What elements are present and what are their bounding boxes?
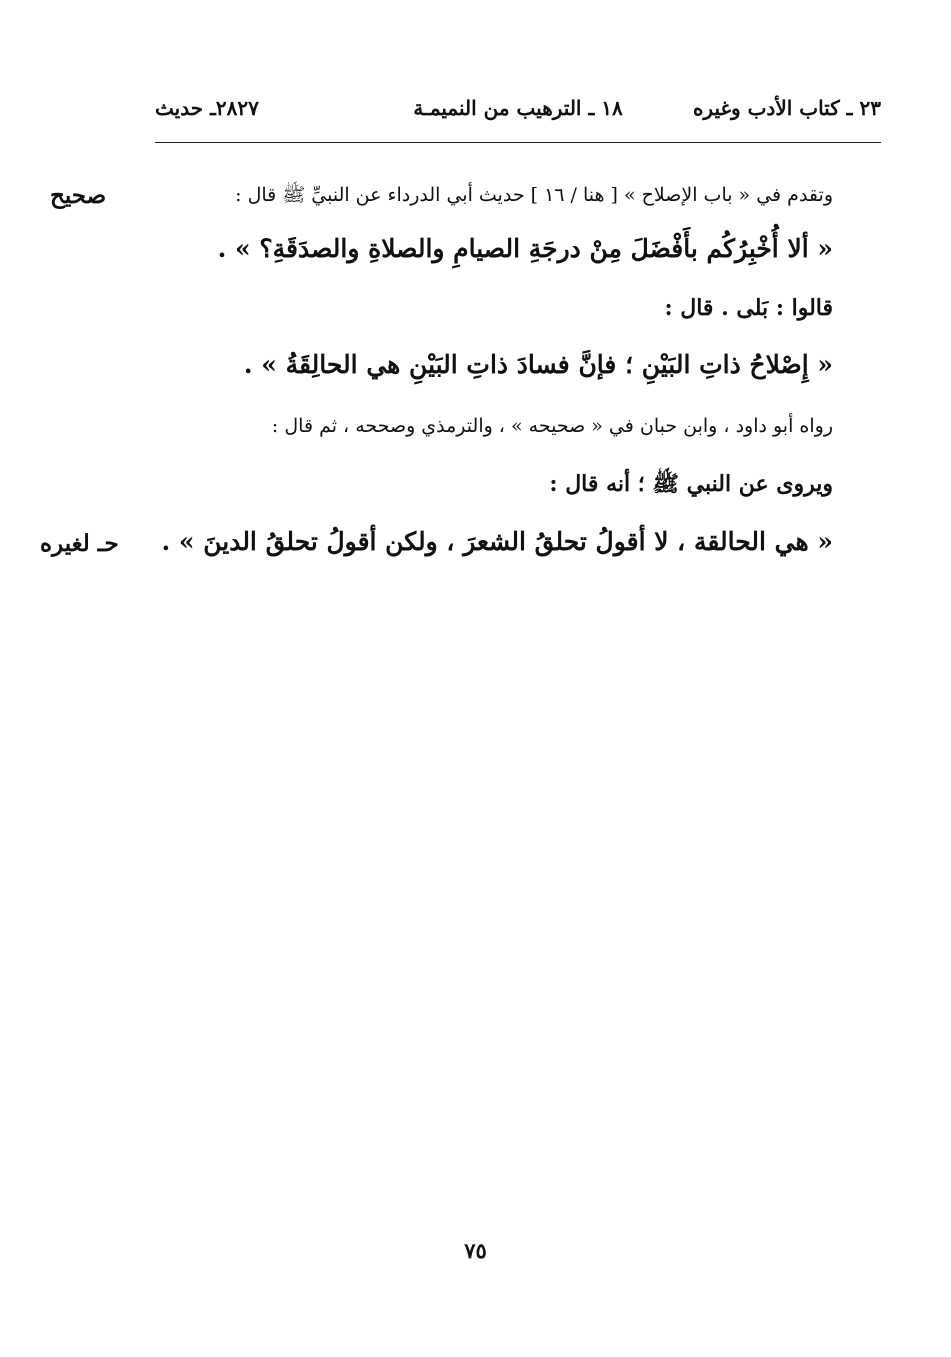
- header-chapter: ٢٣ ـ كتاب الأدب وغيره: [692, 96, 881, 120]
- body-line-5: رواه أبو داود ، وابن حبان في « صحيحه » ، والترمذي وصححه ، ثم قال :: [271, 415, 833, 437]
- body-line-3: قالوا : بَلى . قال :: [664, 295, 833, 321]
- header-rule: [155, 142, 881, 143]
- body-line-1: وتقدم في « باب الإصلاح » [ هنا / ١٦ ] حديث أبي الدرداء عن النبيِّ ﷺ قال :: [235, 184, 833, 206]
- body-line-4: « إِصْلاحُ ذاتِ البَيْنِ ؛ فإنَّ فسادَ ذاتِ البَيْنِ هي الحالِقَةُ » .: [243, 350, 833, 379]
- body-line-2: « ألا أُخْبِرُكُم بأَفْضَلَ مِنْ درجَةِ الصيامِ والصلاةِ والصدَقَةِ؟ » .: [217, 234, 833, 263]
- header-hadith-number: ٢٨٢٧ـ حديث: [155, 96, 259, 120]
- header-section: ١٨ ـ الترهيب من النميمـة: [413, 96, 623, 120]
- grade-hasan-lighairihi: حـ لغيره: [40, 530, 119, 557]
- body-line-6: ويروى عن النبي ﷺ ؛ أنه قال :: [549, 471, 833, 497]
- running-header: [155, 96, 881, 126]
- page-number: ٧٥: [464, 1238, 487, 1263]
- body-line-7: « هي الحالقة ، لا أقولُ تحلقُ الشعرَ ، ولكن أقولُ تحلقُ الدينَ » .: [161, 527, 833, 556]
- grade-sahih: صحيح: [50, 182, 107, 209]
